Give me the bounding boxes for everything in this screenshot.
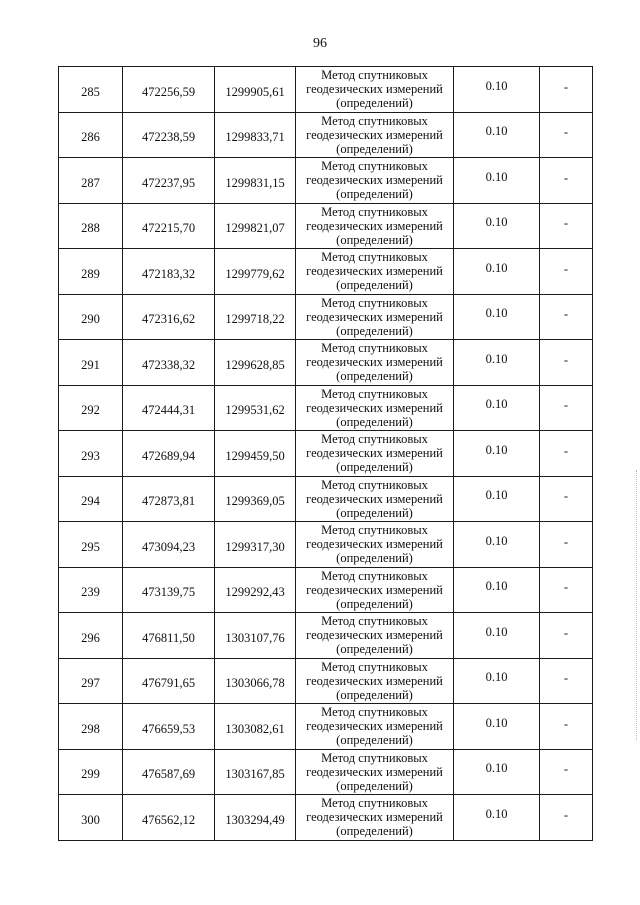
method-line-1: Метод спутниковых [321, 159, 428, 174]
point-number: 294 [81, 494, 100, 509]
y-coordinate-cell [215, 658, 296, 704]
extra-value: - [563, 671, 569, 686]
point-number-cell [59, 249, 123, 295]
x-coordinate-cell [123, 158, 215, 204]
error-cell [454, 704, 540, 750]
extra-cell [540, 522, 593, 568]
x-coordinate: 476562,12 [141, 812, 196, 827]
error-cell [454, 749, 540, 795]
x-coordinate: 472316,62 [141, 312, 196, 327]
method-line-3: (определений) [336, 778, 413, 793]
extra-value: - [563, 716, 569, 731]
method-line-3: (определений) [336, 141, 413, 156]
point-number-cell [59, 476, 123, 522]
method-line-1: Метод спутниковых [321, 523, 428, 538]
error-value: 0.10 [485, 169, 508, 184]
x-coordinate: 472237,95 [141, 175, 196, 190]
point-number-cell [59, 704, 123, 750]
error-value: 0.10 [485, 624, 508, 639]
error-value: 0.10 [485, 670, 508, 685]
x-coordinate: 473139,75 [141, 585, 196, 600]
error-value: 0.10 [485, 761, 508, 776]
y-coordinate: 1299292,43 [225, 585, 285, 600]
method-line-3: (определений) [336, 505, 413, 520]
table-row [59, 112, 593, 158]
method-line-3: (определений) [336, 596, 413, 611]
x-coordinate-cell [123, 567, 215, 613]
error-value: 0.10 [485, 78, 508, 93]
point-number-cell [59, 431, 123, 477]
method-line-2: геодезических измерений [306, 446, 443, 461]
method-line-3: (определений) [336, 460, 413, 475]
y-coordinate-cell [215, 340, 296, 386]
method-line-1: Метод спутниковых [321, 796, 428, 811]
y-coordinate: 1299905,61 [225, 84, 285, 99]
extra-value: - [563, 398, 569, 413]
x-coordinate-cell [123, 249, 215, 295]
y-coordinate-cell [215, 704, 296, 750]
table-row [59, 567, 593, 613]
x-coordinate-cell [123, 203, 215, 249]
method-line-2: геодезических измерений [306, 810, 443, 825]
x-coordinate: 472444,31 [141, 403, 196, 418]
y-coordinate-cell [215, 431, 296, 477]
extra-value: - [563, 443, 569, 458]
method-line-2: геодезических измерений [306, 355, 443, 370]
x-coordinate: 472873,81 [141, 494, 196, 509]
extra-cell [540, 385, 593, 431]
point-number: 296 [81, 630, 100, 645]
point-number-cell [59, 158, 123, 204]
x-coordinate: 472183,32 [141, 266, 196, 281]
method-cell [296, 158, 454, 204]
x-coordinate-cell [123, 749, 215, 795]
y-coordinate: 1303107,76 [225, 630, 285, 645]
y-coordinate-cell [215, 294, 296, 340]
table-row [59, 431, 593, 477]
error-cell [454, 249, 540, 295]
extra-value: - [563, 762, 569, 777]
table-row [59, 158, 593, 204]
point-number-cell [59, 112, 123, 158]
x-coordinate: 476791,65 [141, 676, 196, 691]
y-coordinate-cell [215, 476, 296, 522]
method-line-2: геодезических измерений [306, 264, 443, 279]
method-line-2: геодезических измерений [306, 400, 443, 415]
method-line-3: (определений) [336, 414, 413, 429]
y-coordinate: 1299459,50 [225, 448, 285, 463]
point-number: 291 [81, 357, 100, 372]
method-line-2: геодезических измерений [306, 218, 443, 233]
method-line-3: (определений) [336, 551, 413, 566]
error-value: 0.10 [485, 260, 508, 275]
extra-value: - [563, 489, 569, 504]
point-number: 290 [81, 312, 100, 327]
method-cell [296, 112, 454, 158]
extra-value: - [563, 216, 569, 231]
method-line-3: (определений) [336, 642, 413, 657]
x-coordinate-cell [123, 385, 215, 431]
x-coordinate: 472215,70 [141, 221, 196, 236]
point-number: 297 [81, 676, 100, 691]
method-line-3: (определений) [336, 369, 413, 384]
method-line-3: (определений) [336, 323, 413, 338]
method-line-1: Метод спутниковых [321, 750, 428, 765]
method-cell [296, 567, 454, 613]
y-coordinate-cell [215, 567, 296, 613]
error-value: 0.10 [485, 579, 508, 594]
extra-value: - [563, 534, 569, 549]
method-cell [296, 476, 454, 522]
x-coordinate-cell [123, 294, 215, 340]
method-line-1: Метод спутниковых [321, 477, 428, 492]
method-line-1: Метод спутниковых [321, 341, 428, 356]
error-cell [454, 476, 540, 522]
method-line-3: (определений) [336, 187, 413, 202]
method-line-1: Метод спутниковых [321, 614, 428, 629]
x-coordinate: 476811,50 [142, 630, 195, 645]
method-line-3: (определений) [336, 733, 413, 748]
point-number: 293 [81, 448, 100, 463]
error-value: 0.10 [485, 306, 508, 321]
x-coordinate: 473094,23 [141, 539, 196, 554]
table-row [59, 704, 593, 750]
x-coordinate: 476659,53 [141, 721, 196, 736]
x-coordinate: 472689,94 [141, 448, 196, 463]
point-number: 295 [81, 539, 100, 554]
method-line-2: геодезических измерений [306, 309, 443, 324]
point-number-cell [59, 294, 123, 340]
page-number: 96 [313, 36, 327, 51]
error-cell [454, 385, 540, 431]
x-coordinate: 472256,59 [141, 84, 196, 99]
method-cell [296, 658, 454, 704]
method-cell [296, 522, 454, 568]
extra-cell [540, 795, 593, 841]
method-line-3: (определений) [336, 687, 413, 702]
error-cell [454, 112, 540, 158]
extra-cell [540, 658, 593, 704]
y-coordinate: 1303066,78 [225, 676, 285, 691]
error-value: 0.10 [485, 351, 508, 366]
scan-edge-mark [636, 470, 638, 740]
method-line-3: (определений) [336, 96, 413, 111]
y-coordinate-cell [215, 67, 296, 113]
method-line-2: геодезических измерений [306, 537, 443, 552]
x-coordinate-cell [123, 613, 215, 659]
point-number-cell [59, 613, 123, 659]
y-coordinate: 1303294,49 [225, 812, 285, 827]
method-line-1: Метод спутниковых [321, 568, 428, 583]
point-number: 292 [81, 403, 100, 418]
coordinates-table-body [59, 67, 593, 841]
extra-value: - [563, 807, 569, 822]
error-value: 0.10 [485, 215, 508, 230]
extra-cell [540, 567, 593, 613]
method-cell [296, 385, 454, 431]
y-coordinate: 1299821,07 [225, 221, 285, 236]
table-row [59, 476, 593, 522]
table-row [59, 749, 593, 795]
point-number-cell [59, 522, 123, 568]
extra-value: - [563, 580, 569, 595]
table-row [59, 67, 593, 113]
y-coordinate-cell [215, 203, 296, 249]
point-number-cell [59, 749, 123, 795]
point-number: 285 [81, 84, 100, 99]
method-line-2: геодезических измерений [306, 127, 443, 142]
error-cell [454, 67, 540, 113]
method-line-1: Метод спутниковых [321, 204, 428, 219]
extra-cell [540, 476, 593, 522]
x-coordinate: 476587,69 [141, 767, 196, 782]
point-number: 287 [81, 175, 100, 190]
y-coordinate: 1299628,85 [225, 357, 285, 372]
method-line-2: геодезических измерений [306, 582, 443, 597]
extra-cell [540, 112, 593, 158]
extra-value: - [563, 625, 569, 640]
table-row [59, 340, 593, 386]
coordinates-table [58, 66, 593, 841]
extra-value: - [563, 307, 569, 322]
error-cell [454, 522, 540, 568]
method-line-1: Метод спутниковых [321, 250, 428, 265]
y-coordinate-cell [215, 249, 296, 295]
extra-value: - [563, 261, 569, 276]
y-coordinate-cell [215, 385, 296, 431]
x-coordinate: 472338,32 [141, 357, 196, 372]
extra-cell [540, 67, 593, 113]
extra-cell [540, 340, 593, 386]
point-number: 300 [81, 812, 100, 827]
point-number: 286 [81, 130, 100, 145]
error-value: 0.10 [485, 442, 508, 457]
extra-cell [540, 249, 593, 295]
y-coordinate: 1299779,62 [225, 266, 285, 281]
point-number: 299 [81, 767, 100, 782]
y-coordinate-cell [215, 158, 296, 204]
point-number: 298 [81, 721, 100, 736]
method-line-1: Метод спутниковых [321, 659, 428, 674]
x-coordinate-cell [123, 658, 215, 704]
y-coordinate: 1299718,22 [225, 312, 285, 327]
method-line-2: геодезических измерений [306, 764, 443, 779]
error-value: 0.10 [485, 715, 508, 730]
error-cell [454, 203, 540, 249]
extra-value: - [563, 79, 569, 94]
method-cell [296, 749, 454, 795]
error-cell [454, 795, 540, 841]
extra-cell [540, 158, 593, 204]
error-cell [454, 431, 540, 477]
method-line-2: геодезических измерений [306, 173, 443, 188]
x-coordinate-cell [123, 476, 215, 522]
table-row [59, 522, 593, 568]
point-number: 239 [81, 585, 100, 600]
y-coordinate: 1299831,15 [225, 175, 285, 190]
error-cell [454, 158, 540, 204]
method-cell [296, 67, 454, 113]
method-line-2: геодезических измерений [306, 673, 443, 688]
method-line-3: (определений) [336, 824, 413, 839]
y-coordinate-cell [215, 613, 296, 659]
method-line-2: геодезических измерений [306, 82, 443, 97]
table-row [59, 249, 593, 295]
x-coordinate-cell [123, 67, 215, 113]
extra-cell [540, 749, 593, 795]
error-value: 0.10 [485, 806, 508, 821]
y-coordinate: 1299531,62 [225, 403, 285, 418]
point-number-cell [59, 567, 123, 613]
method-cell [296, 795, 454, 841]
y-coordinate: 1299369,05 [225, 494, 285, 509]
error-value: 0.10 [485, 488, 508, 503]
y-coordinate: 1299317,30 [225, 539, 285, 554]
table-row [59, 658, 593, 704]
method-line-1: Метод спутниковых [321, 705, 428, 720]
x-coordinate: 472238,59 [141, 130, 196, 145]
y-coordinate-cell [215, 112, 296, 158]
y-coordinate-cell [215, 522, 296, 568]
method-line-2: геодезических измерений [306, 491, 443, 506]
error-cell [454, 294, 540, 340]
table-row [59, 203, 593, 249]
method-line-3: (определений) [336, 278, 413, 293]
x-coordinate-cell [123, 795, 215, 841]
error-value: 0.10 [485, 397, 508, 412]
point-number: 288 [81, 221, 100, 236]
point-number-cell [59, 67, 123, 113]
error-value: 0.10 [485, 533, 508, 548]
extra-cell [540, 613, 593, 659]
method-cell [296, 613, 454, 659]
x-coordinate-cell [123, 431, 215, 477]
method-cell [296, 294, 454, 340]
point-number-cell [59, 203, 123, 249]
method-line-2: геодезических измерений [306, 719, 443, 734]
y-coordinate-cell [215, 749, 296, 795]
method-line-2: геодезических измерений [306, 628, 443, 643]
extra-cell [540, 203, 593, 249]
point-number-cell [59, 385, 123, 431]
error-cell [454, 567, 540, 613]
point-number-cell [59, 658, 123, 704]
extra-cell [540, 704, 593, 750]
error-cell [454, 658, 540, 704]
table-row [59, 385, 593, 431]
table-row [59, 613, 593, 659]
error-cell [454, 340, 540, 386]
table-row [59, 795, 593, 841]
extra-cell [540, 294, 593, 340]
method-cell [296, 431, 454, 477]
method-line-1: Метод спутниковых [321, 113, 428, 128]
extra-value: - [563, 170, 569, 185]
extra-value: - [563, 125, 569, 140]
method-cell [296, 249, 454, 295]
x-coordinate-cell [123, 340, 215, 386]
y-coordinate: 1303167,85 [225, 767, 285, 782]
method-cell [296, 340, 454, 386]
y-coordinate-cell [215, 795, 296, 841]
method-line-1: Метод спутниковых [321, 386, 428, 401]
x-coordinate-cell [123, 704, 215, 750]
method-line-3: (определений) [336, 232, 413, 247]
y-coordinate: 1299833,71 [225, 130, 285, 145]
x-coordinate-cell [123, 112, 215, 158]
point-number-cell [59, 340, 123, 386]
method-cell [296, 704, 454, 750]
extra-value: - [563, 352, 569, 367]
method-line-1: Метод спутниковых [321, 432, 428, 447]
error-cell [454, 613, 540, 659]
error-value: 0.10 [485, 124, 508, 139]
method-line-1: Метод спутниковых [321, 68, 428, 83]
point-number: 289 [81, 266, 100, 281]
table-row [59, 294, 593, 340]
point-number-cell [59, 795, 123, 841]
y-coordinate: 1303082,61 [225, 721, 285, 736]
method-line-1: Метод спутниковых [321, 295, 428, 310]
x-coordinate-cell [123, 522, 215, 568]
method-cell [296, 203, 454, 249]
extra-cell [540, 431, 593, 477]
